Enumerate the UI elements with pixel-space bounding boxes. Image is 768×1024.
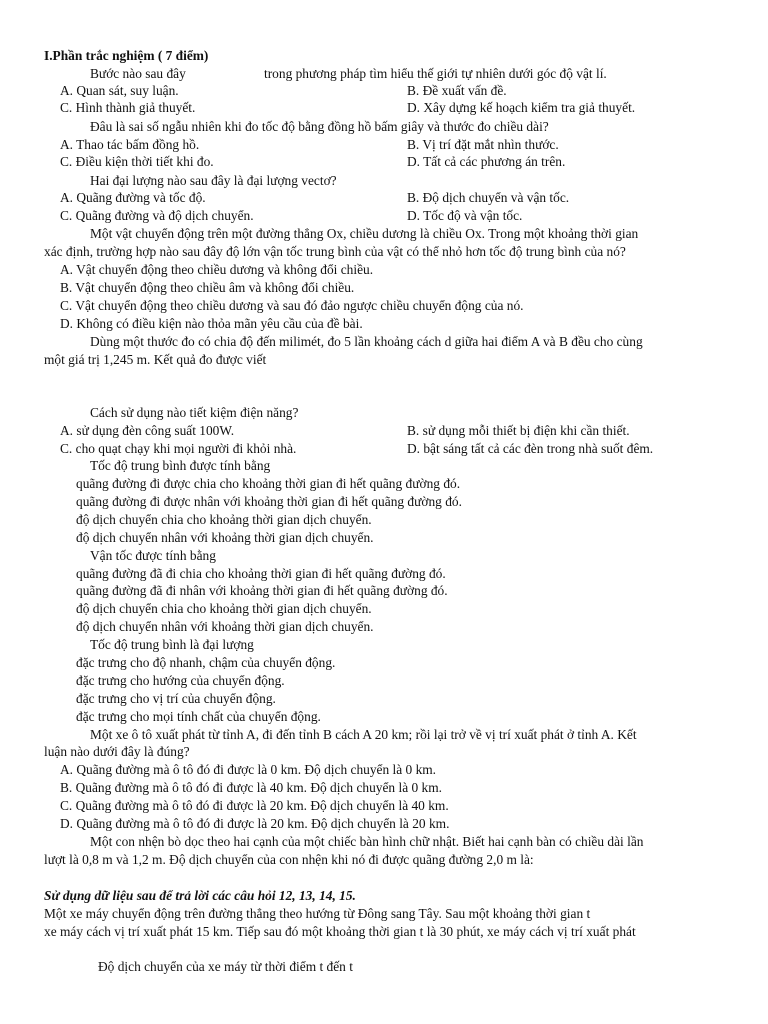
question-4-option-c: C. Vật chuyển động theo chiều dương và sau đó đảo ngược chiều chuyển động của nó. xyxy=(60,298,524,313)
last-question-stem: Độ dịch chuyển của xe máy từ thời điểm t đến t xyxy=(98,959,353,974)
question-1-option-b: B. Đề xuất vấn đề. xyxy=(407,83,507,98)
question-10-option-a: A. Quãng đường mà ô tô đó đi được là 0 km. Độ dịch chuyển là 0 km. xyxy=(60,762,437,777)
question-11-stem-line-2: lượt là 0,8 m và 1,2 m. Độ dịch chuyển của con nhện khi nó đi được quãng đường 2,0 m là: xyxy=(44,852,534,867)
question-9-option-1: đặc trưng cho độ nhanh, chậm của chuyển động. xyxy=(76,655,336,670)
question-9-option-3: đặc trưng cho vị trí của chuyển động. xyxy=(76,691,276,706)
question-1-option-a: A. Quan sát, suy luận. xyxy=(60,83,179,98)
question-2-option-a: A. Thao tác bấm đồng hồ. xyxy=(60,137,200,152)
question-2-stem: Đâu là sai số ngẫu nhiên khi đo tốc độ bằng đồng hồ bấm giây và thước đo chiều dài? xyxy=(90,119,549,134)
question-7-option-4: độ dịch chuyển nhân với khoảng thời gian dịch chuyển. xyxy=(76,530,374,545)
data-text-line-1: Một xe máy chuyển động trên đường thẳng theo hướng từ Đông sang Tây. Sau một khoảng thời gian t xyxy=(44,906,591,921)
question-1-option-c: C. Hình thành giả thuyết. xyxy=(60,100,196,115)
section-title: I.Phần trắc nghiệm ( 7 điểm) xyxy=(44,48,209,63)
question-7-option-2: quãng đường đi được nhân với khoảng thời gian đi hết quãng đường đó. xyxy=(76,494,462,509)
question-7-option-1: quãng đường đi được chia cho khoảng thời gian đi hết quãng đường đó. xyxy=(76,476,461,491)
question-4-stem-line-1: Một vật chuyển động trên một đường thẳng Ox, chiều dương là chiều Ox. Trong một khoảng thời gian xyxy=(90,226,639,241)
question-10-option-c: C. Quãng đường mà ô tô đó đi được là 20 km. Độ dịch chuyển là 40 km. xyxy=(60,798,449,813)
question-9-option-4: đặc trưng cho mọi tính chất của chuyển động. xyxy=(76,709,321,724)
question-4-option-a: A. Vật chuyển động theo chiều dương và không đổi chiều. xyxy=(60,262,374,277)
question-11-stem-line-1: Một con nhện bò dọc theo hai cạnh của một chiếc bàn hình chữ nhật. Biết hai cạnh bàn có chiều dài lần xyxy=(90,834,644,849)
question-5-stem-line-2: một giá trị 1,245 m. Kết quả đo được viết xyxy=(44,352,267,367)
question-6-option-b: B. sử dụng mỗi thiết bị điện khi cần thiết. xyxy=(407,423,630,438)
question-6-option-c: C. cho quạt chạy khi mọi người đi khỏi nhà. xyxy=(60,441,297,456)
question-2-option-b: B. Vị trí đặt mắt nhìn thước. xyxy=(407,137,559,152)
question-4-option-d: D. Không có điều kiện nào thỏa mãn yêu cầu của đề bài. xyxy=(60,316,363,331)
question-3-option-c: C. Quãng đường và độ dịch chuyển. xyxy=(60,208,254,223)
question-8-option-3: độ dịch chuyển chia cho khoảng thời gian dịch chuyển. xyxy=(76,601,372,616)
question-10-stem-line-2: luận nào dưới đây là đúng? xyxy=(44,744,190,759)
question-6-option-d: D. bật sáng tất cả các đèn trong nhà suốt đêm. xyxy=(407,441,654,456)
question-10-stem-line-1: Một xe ô tô xuất phát từ tỉnh A, đi đến tỉnh B cách A 20 km; rồi lại trở về vị trí xuất phát ở tỉnh A. Kết xyxy=(90,727,637,742)
question-10-option-b: B. Quãng đường mà ô tô đó đi được là 40 km. Độ dịch chuyển là 0 km. xyxy=(60,780,442,795)
question-3-option-a: A. Quãng đường và tốc độ. xyxy=(60,190,206,205)
question-4-option-b: B. Vật chuyển động theo chiều âm và không đổi chiều. xyxy=(60,280,355,295)
question-6-stem: Cách sử dụng nào tiết kiệm điện năng? xyxy=(90,405,299,420)
question-9-stem: Tốc độ trung bình là đại lượng xyxy=(90,637,254,652)
question-7-stem: Tốc độ trung bình được tính bằng xyxy=(90,458,271,473)
question-1-option-d: D. Xây dựng kế hoạch kiểm tra giả thuyết. xyxy=(407,100,636,115)
question-8-option-4: độ dịch chuyển nhân với khoảng thời gian dịch chuyển. xyxy=(76,619,374,634)
question-1-stem-end: trong phương pháp tìm hiểu thế giới tự nhiên dưới góc độ vật lí. xyxy=(264,66,607,81)
data-heading: Sử dụng dữ liệu sau để trả lời các câu hỏi 12, 13, 14, 15. xyxy=(44,888,356,903)
question-8-option-1: quãng đường đã đi chia cho khoảng thời gian đi hết quãng đường đó. xyxy=(76,566,446,581)
data-text-line-2: xe máy cách vị trí xuất phát 15 km. Tiếp sau đó một khoảng thời gian t là 30 phút, xe máy cách vị trí xuất phát xyxy=(44,924,636,939)
question-8-stem: Vận tốc được tính bằng xyxy=(90,548,216,563)
question-6-option-a: A. sử dụng đèn công suất 100W. xyxy=(60,423,235,438)
question-3-option-b: B. Độ dịch chuyển và vận tốc. xyxy=(407,190,570,205)
question-3-option-d: D. Tốc độ và vận tốc. xyxy=(407,208,523,223)
question-1-stem-start: Bước nào sau đây xyxy=(90,66,186,81)
question-2-option-d: D. Tất cả các phương án trên. xyxy=(407,154,566,169)
question-5-stem-line-1: Dùng một thước đo có chia độ đến milimét, đo 5 lần khoảng cách d giữa hai điểm A và B đều cho cùng xyxy=(90,334,643,349)
question-2-option-c: C. Điều kiện thời tiết khi đo. xyxy=(60,154,214,169)
question-8-option-2: quãng đường đã đi nhân với khoảng thời gian đi hết quãng đường đó. xyxy=(76,583,448,598)
question-7-option-3: độ dịch chuyển chia cho khoảng thời gian dịch chuyển. xyxy=(76,512,372,527)
question-4-stem-line-2: xác định, trường hợp nào sau đây độ lớn vận tốc trung bình của vật có thể nhỏ hơn tốc độ trung bình của nó? xyxy=(44,244,626,259)
question-10-option-d: D. Quãng đường mà ô tô đó đi được là 20 km. Độ dịch chuyển là 20 km. xyxy=(60,816,450,831)
question-3-stem: Hai đại lượng nào sau đây là đại lượng vectơ? xyxy=(90,173,337,188)
question-9-option-2: đặc trưng cho hướng của chuyển động. xyxy=(76,673,285,688)
